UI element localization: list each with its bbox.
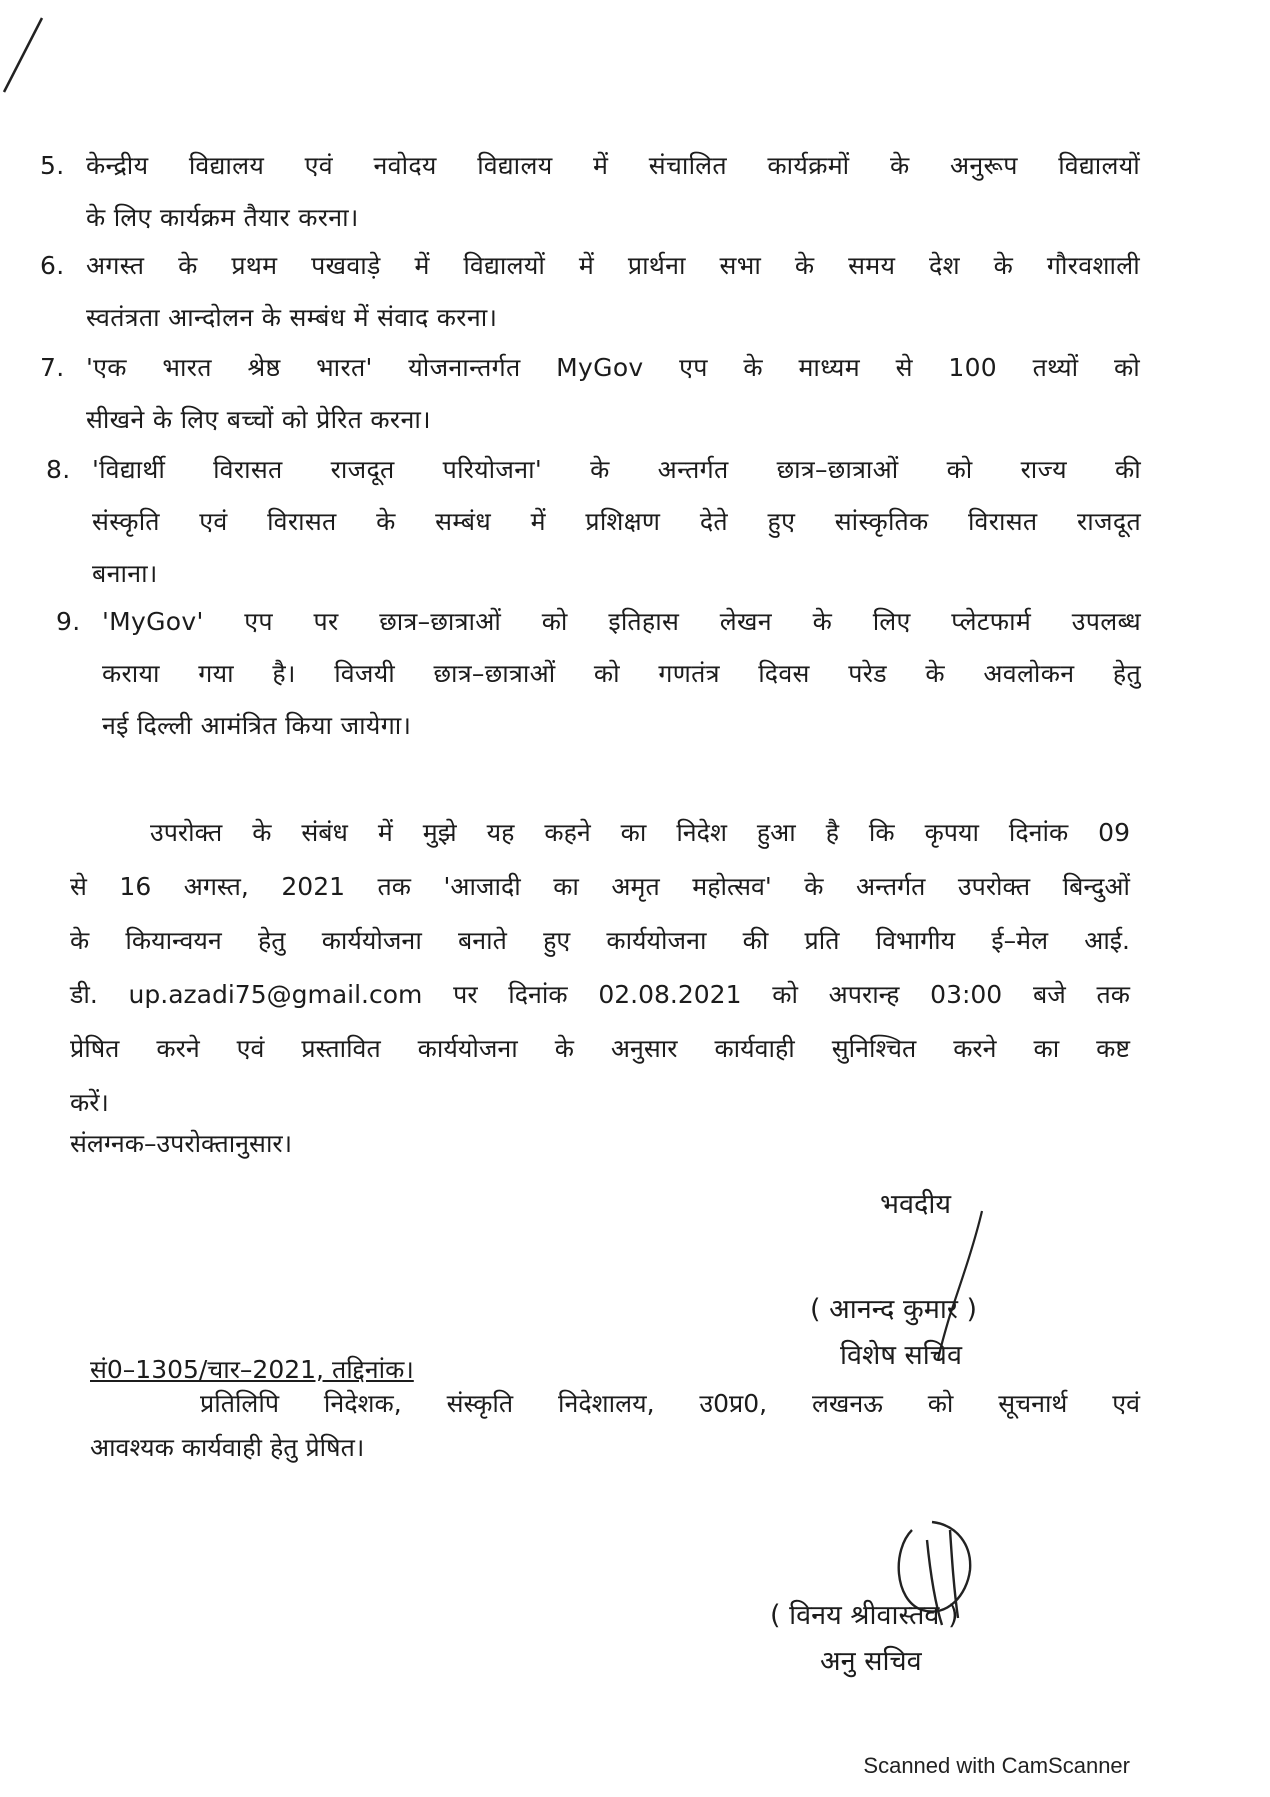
copy-line: प्रतिलिपि निदेशक, संस्कृति निदेशालय, उ0प्र0, लखनऊ को सूचनार्थ एवं xyxy=(200,1389,1140,1418)
point-line: बनाना। xyxy=(92,559,158,588)
point-5 xyxy=(40,140,1140,244)
point-9 xyxy=(56,596,1141,752)
paragraph-line: उपरोक्त के संबंध में मुझे यह कहने का निदेश हुआ है कि कृपया दिनांक 09 xyxy=(150,818,1130,847)
point-number: 8. xyxy=(46,455,71,484)
reference-number: सं0–1305/चार–2021, तद्दिनांक। xyxy=(90,1355,414,1384)
scanner-watermark: Scanned with CamScanner xyxy=(863,1753,1130,1778)
point-number: 7. xyxy=(40,353,65,382)
point-line: केन्द्रीय विद्यालय एवं नवोदय विद्यालय में संचालित कार्यक्रमों के अनुरूप विद्यालयों xyxy=(86,151,1140,180)
point-6 xyxy=(40,240,1140,344)
point-line: अगस्त के प्रथम पखवाड़े में विद्यालयों में प्रार्थना सभा के समय देश के गौरवशाली xyxy=(86,251,1140,280)
copy-line: आवश्यक कार्यवाही हेतु प्रेषित। xyxy=(90,1433,365,1462)
pen-stroke-mark xyxy=(0,0,60,100)
closing-salutation: भवदीय xyxy=(880,1189,951,1220)
point-line: स्वतंत्रता आन्दोलन के सम्बंध में संवाद करना। xyxy=(86,303,498,332)
enclosure-note: संलग्नक–उपरोक्तानुसार। xyxy=(70,1129,293,1158)
point-8 xyxy=(46,444,1141,600)
point-number: 6. xyxy=(40,251,65,280)
point-line: 'एक भारत श्रेष्ठ भारत' योजनान्तर्गत MyGov एप के माध्यम से 100 तथ्यों को xyxy=(86,353,1140,382)
signatory-1-name: ( आनन्द कुमार ) xyxy=(810,1294,977,1325)
paragraph-line: के कियान्वयन हेतु कार्ययोजना बनाते हुए कार्ययोजना की प्रति विभागीय ई–मेल आई. xyxy=(70,926,1130,955)
request-paragraph xyxy=(70,806,1130,1130)
point-7 xyxy=(40,342,1140,446)
paragraph-line: प्रेषित करने एवं प्रस्तावित कार्ययोजना के अनुसार कार्यवाही सुनिश्चित करने का कष्ट xyxy=(70,1034,1130,1063)
paragraph-line: करें। xyxy=(70,1088,109,1117)
paragraph-line: डी. up.azadi75@gmail.com पर दिनांक 02.08.2021 को अपरान्ह 03:00 बजे तक xyxy=(70,980,1130,1009)
point-line: संस्कृति एवं विरासत के सम्बंध में प्रशिक्षण देते हुए सांस्कृतिक विरासत राजदूत xyxy=(92,507,1141,536)
copy-forward-note xyxy=(90,1382,1140,1470)
signatory-1-designation: विशेष सचिव xyxy=(840,1340,962,1371)
point-line: सीखने के लिए बच्चों को प्रेरित करना। xyxy=(86,405,431,434)
point-line: 'विद्यार्थी विरासत राजदूत परियोजना' के अन्तर्गत छात्र–छात्राओं को राज्य की xyxy=(92,455,1141,484)
point-number: 9. xyxy=(56,607,81,636)
point-line: कराया गया है। विजयी छात्र–छात्राओं को गणतंत्र दिवस परेड के अवलोकन हेतु xyxy=(102,659,1141,688)
point-line: के लिए कार्यक्रम तैयार करना। xyxy=(86,203,359,232)
point-line: 'MyGov' एप पर छात्र–छात्राओं को इतिहास लेखन के लिए प्लेटफार्म उपलब्ध xyxy=(102,607,1141,636)
paragraph-line: से 16 अगस्त, 2021 तक 'आजादी का अमृत महोत्सव' के अन्तर्गत उपरोक्त बिन्दुओं xyxy=(70,872,1130,901)
signatory-2-name: ( विनय श्रीवास्तव ) xyxy=(770,1600,959,1631)
point-number: 5. xyxy=(40,151,65,180)
signatory-2-designation: अनु सचिव xyxy=(820,1646,922,1677)
point-line: नई दिल्ली आमंत्रित किया जायेगा। xyxy=(102,711,412,740)
